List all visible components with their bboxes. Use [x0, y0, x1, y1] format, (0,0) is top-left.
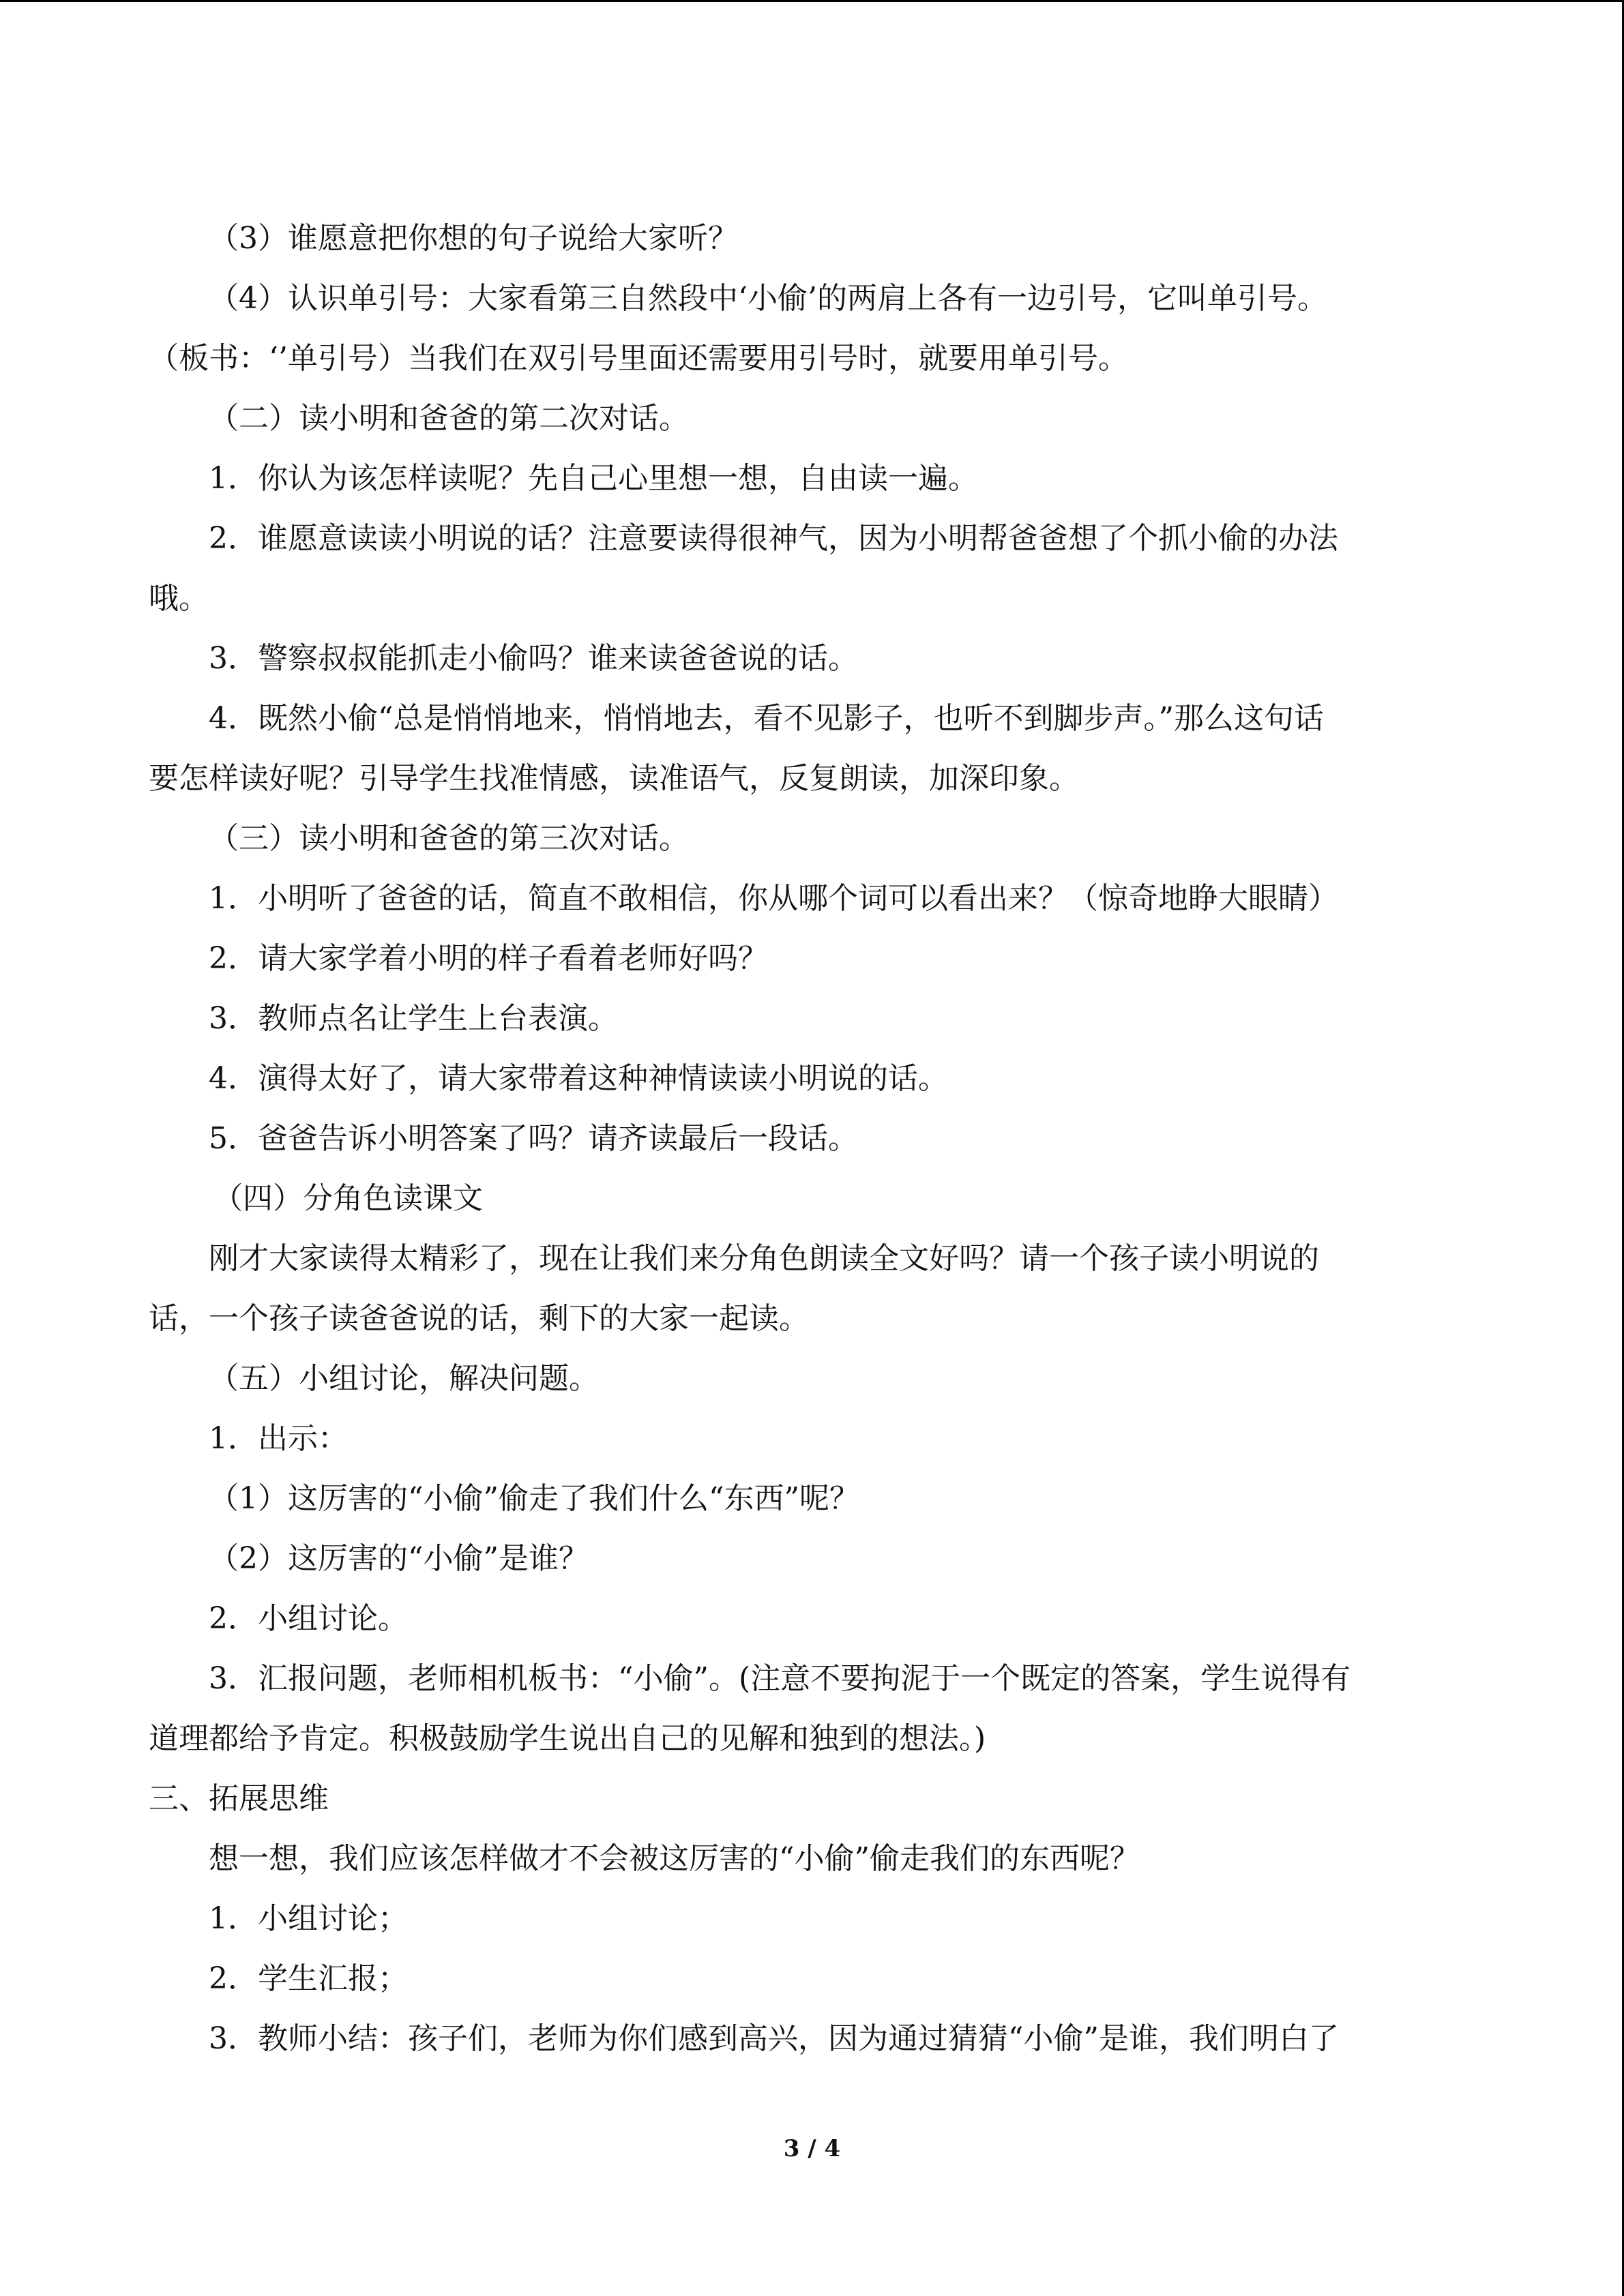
paragraph-line: 道理都给予肯定。积极鼓励学生说出自己的见解和独到的想法。): [149, 1721, 986, 1756]
paragraph-line: （2）这厉害的“小偷”是谁？: [209, 1541, 589, 1576]
paragraph-line: 1．你认为该怎样读呢？先自己心里想一想，自由读一遍。: [209, 461, 978, 496]
top-border-line: [0, 0, 1624, 2]
section-heading: （五）小组讨论，解决问题。: [209, 1361, 599, 1396]
paragraph-line: 4．既然小偷“总是悄悄地来，悄悄地去，看不见影子，也听不到脚步声。”那么这句话: [209, 701, 1324, 736]
paragraph-line: 2．谁愿意读读小明说的话？注意要读得很神气，因为小明帮爸爸想了个抓小偷的办法: [209, 521, 1338, 556]
section-heading: （二）读小明和爸爸的第二次对话。: [209, 401, 689, 436]
paragraph-line: 3．警察叔叔能抓走小偷吗？谁来读爸爸说的话。: [209, 641, 858, 676]
paragraph-line: 2．请大家学着小明的样子看着老师好吗？: [209, 941, 768, 976]
paragraph-line: （3）谁愿意把你想的句子说给大家听？: [209, 221, 738, 256]
paragraph-line: 1．小组讨论；: [209, 1901, 408, 1936]
paragraph-line: 1．出示：: [209, 1421, 348, 1456]
body-text: [149, 209, 1475, 2069]
paragraph-line: 2．学生汇报；: [209, 1961, 408, 1996]
paragraph-line: （1）这厉害的“小偷”偷走了我们什么“东西”呢？: [209, 1481, 859, 1516]
paragraph-line: 4．演得太好了，请大家带着这种神情读读小明说的话。: [209, 1061, 948, 1096]
paragraph-line: 刚才大家读得太精彩了，现在让我们来分角色朗读全文好吗？请一个孩子读小明说的: [209, 1241, 1319, 1276]
paragraph-line: 想一想，我们应该怎样做才不会被这厉害的“小偷”偷走我们的东西呢？: [209, 1841, 1140, 1876]
paragraph-line: （4）认识单引号：大家看第三自然段中‘小偷’的两肩上各有一边引号，它叫单引号。: [209, 281, 1327, 316]
page-number: 3 / 4: [783, 2135, 841, 2162]
paragraph-line: 2．小组讨论。: [209, 1601, 408, 1636]
paragraph-line: 哦。: [149, 581, 209, 616]
section-heading: （四）分角色读课文: [213, 1181, 483, 1216]
paragraph-line: 1．小明听了爸爸的话，简直不敢相信，你从哪个词可以看出来？（惊奇地睁大眼睛）: [209, 881, 1338, 916]
paragraph-line: 话，一个孩子读爸爸说的话，剩下的大家一起读。: [149, 1301, 809, 1336]
paragraph-line: 要怎样读好呢？引导学生找准情感，读准语气，反复朗读，加深印象。: [149, 761, 1079, 796]
paragraph-line: （板书：‘’单引号）当我们在双引号里面还需要用引号时，就要用单引号。: [149, 341, 1128, 376]
paragraph-line: 3．教师小结：孩子们，老师为你们感到高兴，因为通过猜猜“小偷”是谁，我们明白了: [209, 2021, 1339, 2056]
section-heading: 三、拓展思维: [149, 1781, 329, 1816]
paragraph-line: 5．爸爸告诉小明答案了吗？请齐读最后一段话。: [209, 1121, 858, 1156]
section-heading: （三）读小明和爸爸的第三次对话。: [209, 821, 689, 856]
paragraph-line: 3．教师点名让学生上台表演。: [209, 1001, 618, 1036]
paragraph-line: 3．汇报问题，老师相机板书：“小偷”。(注意不要拘泥于一个既定的答案，学生说得有: [209, 1661, 1351, 1696]
